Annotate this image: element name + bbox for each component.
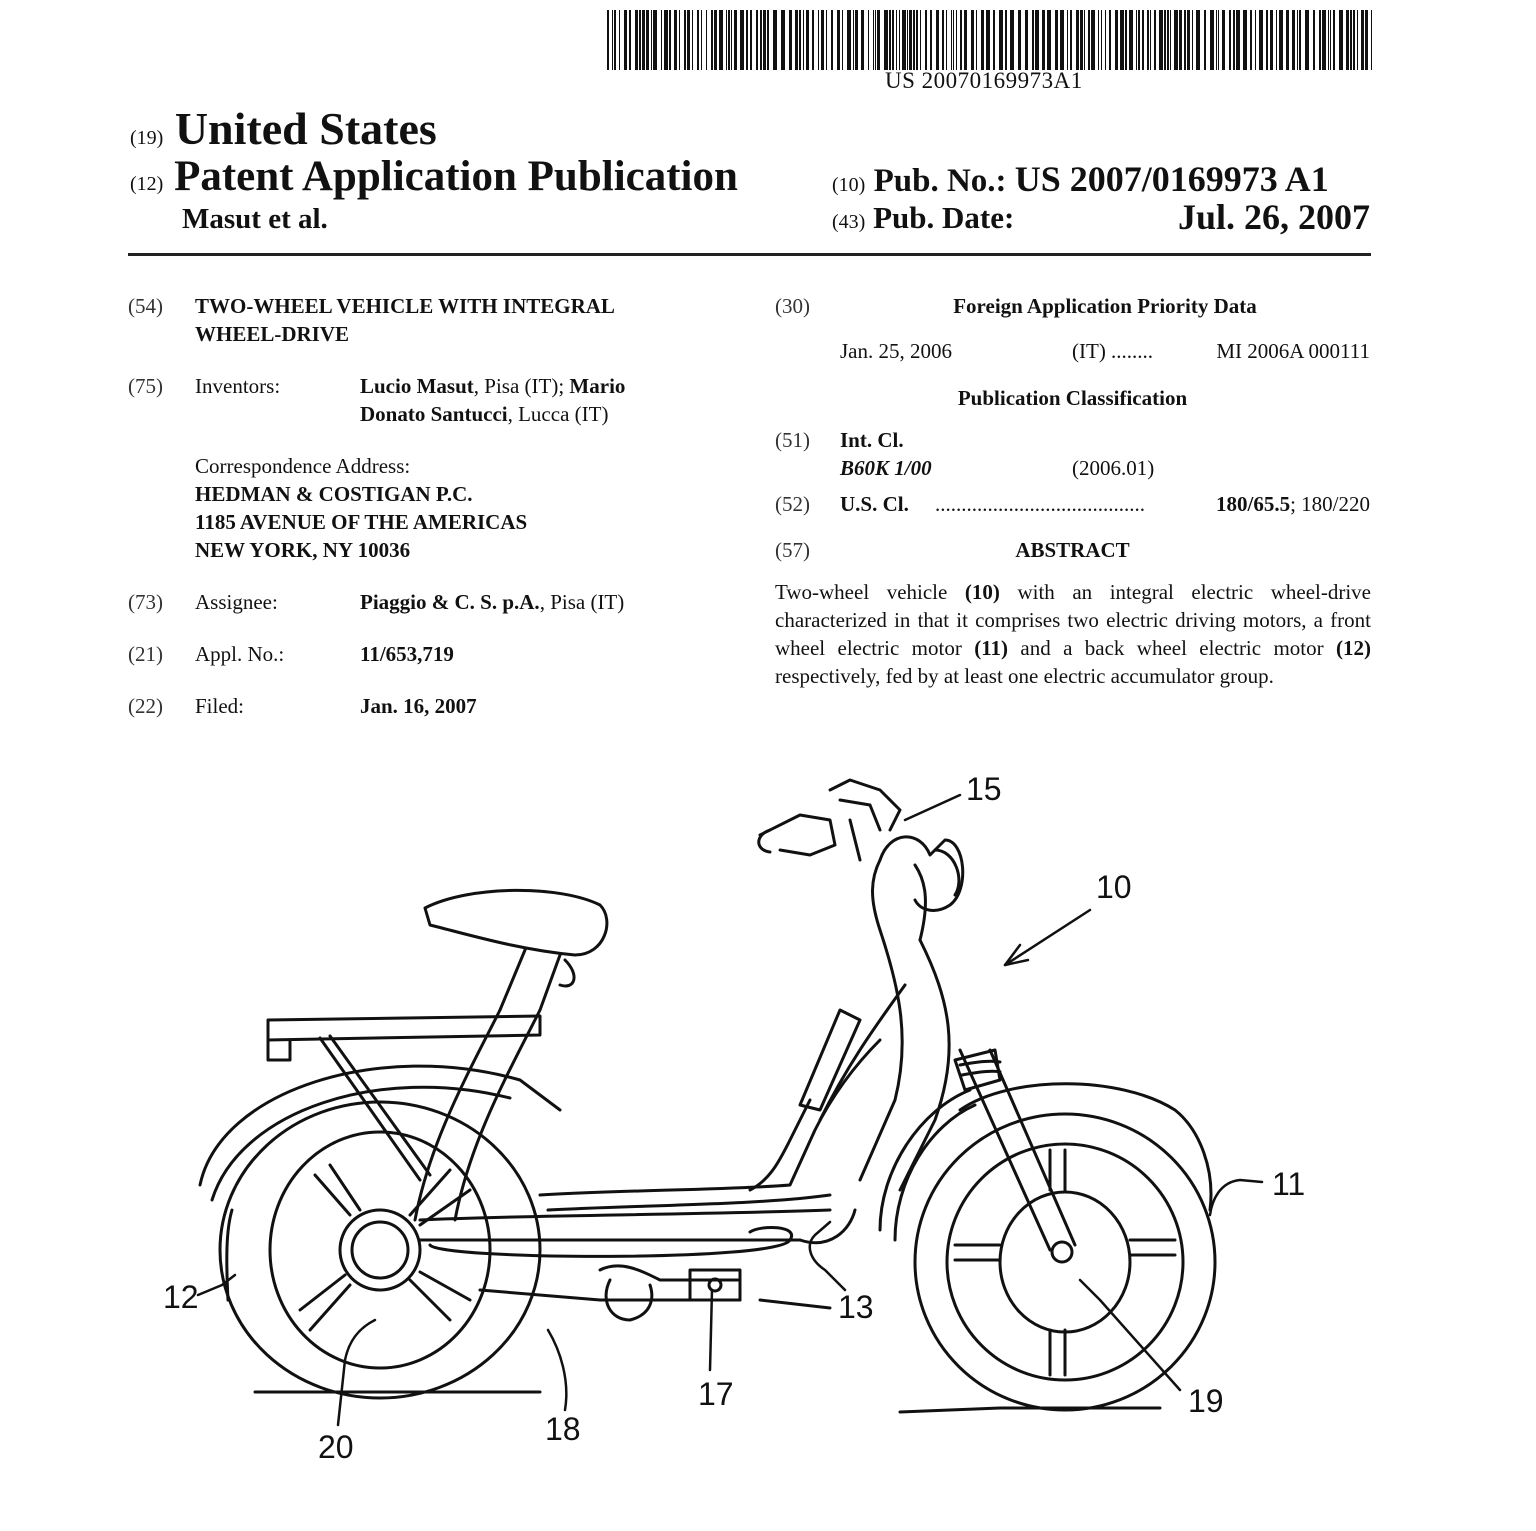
barcode-bar — [1319, 10, 1321, 70]
barcode-bar — [1279, 10, 1283, 70]
barcode-bar — [646, 10, 649, 70]
us-cl-main: 180/65.5 — [1215, 492, 1291, 516]
barcode-bar — [1170, 10, 1171, 70]
scooter-linework — [200, 780, 1215, 1412]
label-12: 12 — [163, 1279, 199, 1315]
publication-classification-heading: Publication Classification — [957, 386, 1188, 410]
barcode-bar — [1229, 10, 1231, 70]
barcode-bar — [877, 10, 880, 70]
barcode-bar — [920, 10, 921, 70]
filed-label: Filed: — [195, 694, 245, 718]
header-rule — [128, 253, 1371, 256]
barcode-bar — [993, 10, 995, 70]
barcode-bar — [1129, 10, 1133, 70]
barcode-bar — [1025, 10, 1028, 70]
inventor-1-name: Lucio Masut — [360, 374, 474, 398]
barcode-bar — [837, 10, 840, 70]
barcode-bar — [853, 10, 854, 70]
barcode-bar — [1120, 10, 1124, 70]
country: United States — [174, 103, 437, 154]
barcode-bar — [1276, 10, 1277, 70]
barcode-bar — [913, 10, 915, 70]
barcode-bar — [728, 10, 730, 70]
barcode-bar — [781, 10, 785, 70]
barcode-bar — [976, 10, 977, 70]
barcode-bar — [1305, 10, 1309, 70]
abstract-part-2: with an integral electric wheel-drive characterized in that it comprises two electric driving motors, a front wheel electric motor — [775, 580, 1372, 660]
barcode-bar — [1109, 10, 1111, 70]
barcode-bar — [1136, 10, 1137, 70]
inventor-2-rest: Donato Santucci — [360, 402, 508, 426]
int-cl-label: Int. Cl. — [840, 428, 904, 452]
barcode-bar — [806, 10, 809, 70]
barcode-bar — [916, 10, 918, 70]
barcode-bar — [1010, 10, 1014, 70]
barcode-number: US 20070169973A1 — [885, 68, 1083, 93]
abstract-part-4: respectively, fed by at least one electric accumulator group. — [775, 664, 1274, 688]
barcode-bar — [750, 10, 752, 70]
barcode-bar — [1184, 10, 1186, 70]
barcode-bar — [1159, 10, 1163, 70]
label-10: 10 — [1096, 869, 1132, 905]
barcode-bar — [1164, 10, 1166, 70]
label-11: 11 — [1272, 1166, 1306, 1202]
barcode-bar — [873, 10, 874, 70]
barcode-bar — [607, 10, 609, 70]
barcode-bar — [706, 10, 707, 70]
barcode-bar — [1328, 10, 1329, 70]
barcode-bar — [1032, 10, 1034, 70]
code-43: (43) — [832, 211, 866, 233]
barcode-bar — [1299, 10, 1301, 70]
barcode-bar — [1138, 10, 1140, 70]
barcode-bar — [884, 10, 888, 70]
code-57: (57) — [775, 538, 810, 562]
barcode-bar — [1196, 10, 1200, 70]
barcode-bar — [925, 10, 927, 70]
foreign-date: Jan. 25, 2006 — [840, 339, 952, 363]
foreign-priority-heading: Foreign Application Priority Data — [953, 294, 1257, 318]
barcode-bar — [773, 10, 777, 70]
barcode-bar — [1322, 10, 1326, 70]
code-19: (19) — [130, 127, 164, 149]
barcode-bar — [1070, 10, 1072, 70]
barcode-bar — [612, 10, 613, 70]
assignee-name: Piaggio & C. S. p.A. — [360, 590, 540, 614]
barcode-bar — [635, 10, 638, 70]
barcode-bar — [960, 10, 962, 70]
barcode-bar — [964, 10, 967, 70]
barcode-bar — [831, 10, 833, 70]
barcode-bar — [1250, 10, 1252, 70]
barcode-bar — [669, 10, 671, 70]
barcode-bar — [1098, 10, 1099, 70]
reference-numerals — [163, 771, 1305, 1465]
barcode-bar — [1154, 10, 1156, 70]
barcode-bar — [731, 10, 732, 70]
assignee-label: Assignee: — [195, 590, 278, 614]
barcode-bar — [674, 10, 677, 70]
barcode-bar — [942, 10, 944, 70]
barcode-bar — [930, 10, 932, 70]
barcode-bar — [1243, 10, 1247, 70]
barcode-bar — [1236, 10, 1240, 70]
us-cl-values — [1150, 490, 1370, 518]
title-line-2: WHEEL-DRIVE — [195, 322, 350, 346]
code-54: (54) — [128, 294, 163, 318]
barcode-bar — [1187, 10, 1190, 70]
barcode-bar — [701, 10, 702, 70]
barcode-bar — [697, 10, 699, 70]
int-cl-code: B60K 1/00 — [840, 456, 932, 480]
correspondence-line-2: 1185 AVENUE OF THE AMERICAS — [195, 510, 528, 534]
barcode-bar — [1346, 10, 1349, 70]
barcode-bar — [1339, 10, 1343, 70]
code-52: (52) — [775, 492, 810, 516]
barcode-bar — [1055, 10, 1058, 70]
barcode-bar — [1067, 10, 1068, 70]
pub-number-row — [832, 158, 1329, 200]
barcode-bar — [1210, 10, 1214, 70]
barcode-bar — [639, 10, 641, 70]
barcode-bar — [909, 10, 912, 70]
barcode-bar — [642, 10, 645, 70]
barcode-bar — [1218, 10, 1219, 70]
barcode-bar — [868, 10, 869, 70]
barcode-bar — [902, 10, 906, 70]
barcode-bar — [1313, 10, 1315, 70]
barcode-bar — [812, 10, 814, 70]
barcode-bar — [1353, 10, 1355, 70]
barcode-bar — [896, 10, 897, 70]
barcode-bar — [1091, 10, 1095, 70]
barcode-bar — [1150, 10, 1151, 70]
inventors — [360, 372, 690, 428]
code-73: (73) — [128, 590, 163, 614]
inventor-2-first: Mario — [569, 374, 626, 398]
barcode-bar — [687, 10, 690, 70]
pub-date-label: Pub. Date: — [873, 200, 1015, 235]
barcode-bar — [892, 10, 894, 70]
code-12: (12) — [130, 173, 164, 195]
abstract-ref-12: (12) — [1336, 636, 1371, 660]
barcode-bar — [907, 10, 908, 70]
country-heading — [130, 102, 437, 155]
barcode-bar — [664, 10, 668, 70]
correspondence-line-3: NEW YORK, NY 10036 — [195, 538, 411, 562]
barcode-bar — [875, 10, 876, 70]
inventor-1-location: , Pisa (IT); — [473, 374, 570, 398]
appl-no: 11/653,719 — [360, 642, 454, 666]
barcode-bar — [1142, 10, 1144, 70]
barcode-bar — [740, 10, 744, 70]
barcode-bar — [651, 10, 652, 70]
barcode-bar — [951, 10, 952, 70]
barcode-bar — [818, 10, 819, 70]
code-75: (75) — [128, 374, 163, 398]
barcode-bar — [684, 10, 686, 70]
barcode-bar — [1204, 10, 1206, 70]
barcode-bar — [1018, 10, 1021, 70]
barcode-bar — [1371, 10, 1372, 70]
barcode-bar — [1174, 10, 1178, 70]
barcode-bar — [619, 10, 620, 70]
barcode-bar — [795, 10, 798, 70]
barcode-bar — [1060, 10, 1064, 70]
barcode-bar — [1125, 10, 1127, 70]
label-15: 15 — [966, 771, 1002, 807]
barcode-bar — [1365, 10, 1368, 70]
barcode-bar — [763, 10, 766, 70]
barcode-bar — [1084, 10, 1085, 70]
barcode-bar — [799, 10, 801, 70]
barcode-bar — [679, 10, 680, 70]
correspondence-label: Correspondence Address: — [195, 454, 411, 478]
barcode-bar — [953, 10, 954, 70]
barcode-bar — [746, 10, 748, 70]
barcode-bar — [847, 10, 851, 70]
barcode-bar — [1147, 10, 1149, 70]
barcode-bar — [1042, 10, 1045, 70]
code-30: (30) — [775, 294, 810, 318]
label-18: 18 — [545, 1411, 581, 1447]
barcode-bar — [767, 10, 769, 70]
barcode-bar — [624, 10, 627, 70]
barcode-bar — [1270, 10, 1273, 70]
barcode-bar — [956, 10, 957, 70]
barcode-bar — [1167, 10, 1169, 70]
abstract-part-3: and a back wheel electric motor — [1008, 636, 1336, 660]
us-cl-rest: ; 180/220 — [1290, 492, 1370, 516]
label-13: 13 — [838, 1289, 874, 1325]
correspondence-line-1: HEDMAN & COSTIGAN P.C. — [195, 482, 473, 506]
barcode-bar — [714, 10, 717, 70]
label-17: 17 — [698, 1376, 734, 1412]
label-19: 19 — [1188, 1383, 1224, 1419]
barcode-bar — [653, 10, 657, 70]
foreign-app-no: MI 2006A 000111 — [1216, 339, 1370, 363]
barcode-bar — [826, 10, 827, 70]
barcode-bar — [1259, 10, 1263, 70]
code-10: (10) — [832, 174, 866, 196]
scooter-drawing — [120, 760, 1420, 1480]
barcode-bar — [1005, 10, 1007, 70]
barcode-bar — [936, 10, 939, 70]
barcode-bar — [1115, 10, 1118, 70]
barcode-bar — [1361, 10, 1364, 70]
barcode-bar — [1035, 10, 1039, 70]
barcode-bar — [734, 10, 737, 70]
barcode-bar — [719, 10, 723, 70]
barcode-bar — [726, 10, 727, 70]
doc-type-heading — [130, 152, 738, 201]
pub-date: Jul. 26, 2007 — [1177, 197, 1370, 237]
barcode-bar — [1297, 10, 1298, 70]
barcode-bar — [855, 10, 858, 70]
barcode-bar — [1080, 10, 1083, 70]
code-21: (21) — [128, 642, 163, 666]
barcode-bar — [842, 10, 843, 70]
barcode-bar — [1179, 10, 1182, 70]
barcode-bar — [1222, 10, 1225, 70]
barcode-bar — [614, 10, 616, 70]
barcode-bar — [1047, 10, 1051, 70]
barcode-bar — [861, 10, 864, 70]
inventor-2-location: , Lucca (IT) — [507, 402, 609, 426]
barcode-bar — [1076, 10, 1079, 70]
barcode-bar — [821, 10, 824, 70]
barcode-bar — [711, 10, 713, 70]
code-51: (51) — [775, 428, 810, 452]
barcode-bar — [661, 10, 662, 70]
filed-date: Jan. 16, 2007 — [360, 694, 477, 718]
us-cl-label: U.S. Cl. — [840, 492, 909, 516]
label-20: 20 — [318, 1429, 354, 1465]
barcode-bar — [889, 10, 891, 70]
abstract-text — [775, 578, 1371, 690]
barcode-bar — [1101, 10, 1102, 70]
abstract-ref-10: (10) — [964, 580, 1000, 604]
inventors-label: Inventors: — [195, 374, 281, 398]
us-cl-dots: ........................................ — [935, 492, 1145, 516]
barcode-bar — [946, 10, 947, 70]
barcode-bar — [629, 10, 631, 70]
pub-date-label-row — [832, 200, 1014, 236]
int-cl-year: (2006.01) — [1072, 456, 1155, 480]
barcode-bar — [1255, 10, 1256, 70]
barcode-bar — [1357, 10, 1358, 70]
barcode-bar — [1233, 10, 1235, 70]
barcode-bar — [1333, 10, 1335, 70]
appl-no-label: Appl. No.: — [195, 642, 285, 666]
abstract-part-1: Two-wheel vehicle — [775, 580, 965, 604]
barcode-bar — [1350, 10, 1352, 70]
code-22: (22) — [128, 694, 163, 718]
barcode-bar — [1192, 10, 1193, 70]
barcode-bar — [971, 10, 974, 70]
barcode-bar — [1286, 10, 1289, 70]
barcode-bar — [760, 10, 762, 70]
foreign-country: (IT) ........ — [1072, 339, 1154, 363]
barcode-bar — [692, 10, 693, 70]
barcode-bar — [999, 10, 1003, 70]
doc-type: Patent Application Publication — [174, 153, 738, 200]
abstract-ref-11: (11) — [974, 636, 1009, 660]
barcode-bar — [1088, 10, 1090, 70]
authors: Masut et al. — [182, 203, 328, 235]
barcode — [607, 10, 1372, 70]
title-line-1: TWO-WHEEL VEHICLE WITH INTEGRAL — [195, 294, 615, 318]
barcode-bar — [803, 10, 804, 70]
barcode-bar — [986, 10, 990, 70]
assignee-location: , Pisa (IT) — [539, 590, 625, 614]
barcode-bar — [789, 10, 792, 70]
barcode-bar — [756, 10, 758, 70]
barcode-bar — [1105, 10, 1106, 70]
pub-no-label: Pub. No.: — [873, 163, 1007, 199]
barcode-bar — [899, 10, 900, 70]
assignee — [360, 588, 624, 616]
barcode-bar — [1266, 10, 1268, 70]
abstract-heading: ABSTRACT — [1015, 538, 1130, 562]
pub-no: US 2007/0169973 A1 — [1014, 159, 1329, 199]
barcode-bar — [1292, 10, 1295, 70]
barcode-bar — [1216, 10, 1217, 70]
barcode-bar — [1330, 10, 1331, 70]
barcode-bar — [981, 10, 984, 70]
